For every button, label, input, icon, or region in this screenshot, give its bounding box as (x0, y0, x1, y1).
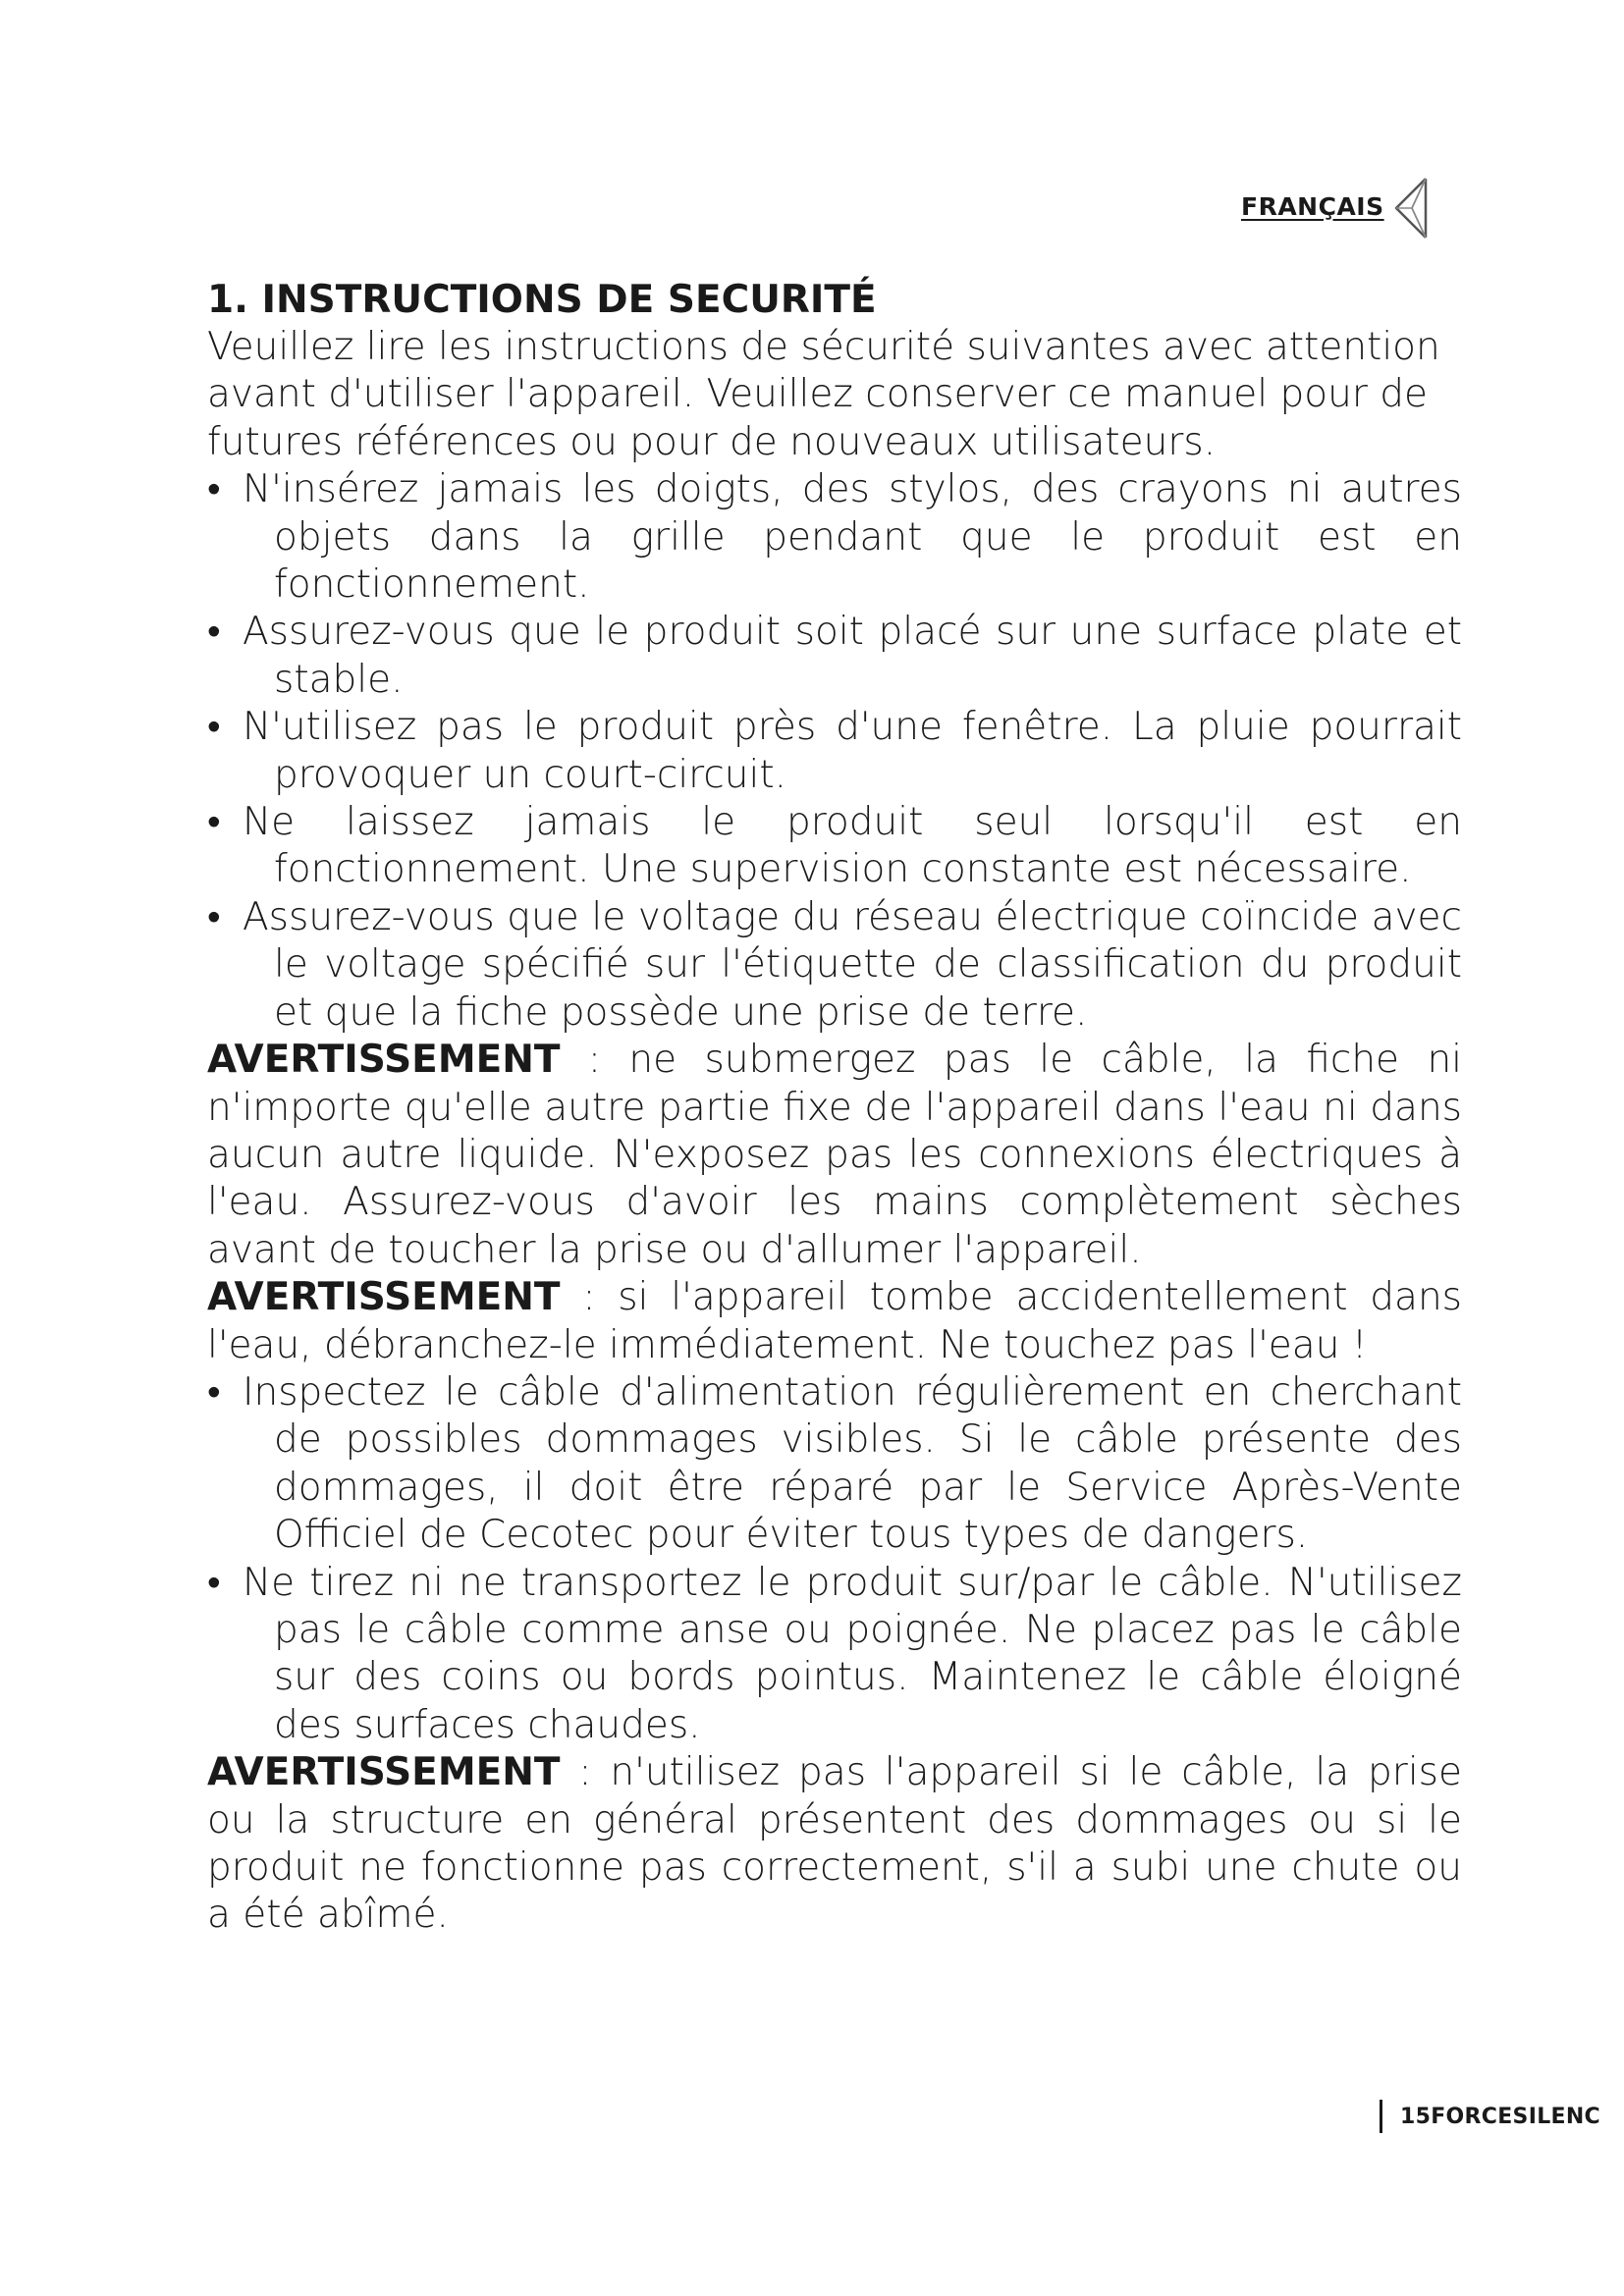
list-item: • N'utilisez pas le produit près d'une fenêtre. La pluie pourrait provoquer un court-circuit. (207, 704, 1462, 799)
warning-text: : si l'appareil tombe accidentellement dans l'eau, débranchez-le immédiatement. Ne touchez pas l'eau ! (207, 1275, 1462, 1367)
list-item: • Ne tirez ni ne transportez le produit sur/par le câble. N'utilisez pas le câble comme anse ou poignée. Ne placez pas le câble sur des coins ou bords pointus. Maintenez le câble éloigné des surfaces chaudes. (207, 1560, 1462, 1750)
warning-label: AVERTISSEMENT (207, 1750, 561, 1795)
warning-text: : n'utilisez pas l'appareil si le câble, la prise ou la structure en général présentent des dommages ou si le produit ne fonctionne pas correctement, s'il a subi une chute ou a été abîmé. (207, 1750, 1462, 1938)
list-item: • Ne laissez jamais le produit seul lorsqu'il est en fonctionnement. Une supervision constante est nécessaire. (207, 799, 1462, 894)
warning-paragraph (207, 1037, 1462, 1274)
list-item: • Assurez-vous que le voltage du réseau électrique coïncide avec le voltage spécifié sur l'étiquette de classification du produit et que la fiche possède une prise de terre. (207, 894, 1462, 1037)
page-number: 15FORCESILENC (1400, 2104, 1600, 2129)
triangle-arrow-icon (1390, 175, 1430, 241)
list-item: • Inspectez le câble d'alimentation régulièrement en cherchant de possibles dommages visibles. Si le câble présente des dommages, il doit être réparé par le Service Après-Vente Officiel de Cecotec pour éviter tous types de dangers. (207, 1369, 1462, 1560)
language-label: FRANÇAIS (1241, 192, 1384, 221)
warning-paragraph (207, 1749, 1462, 1940)
warning-label: AVERTISSEMENT (207, 1275, 561, 1320)
page-footer (1380, 2100, 1600, 2133)
warning-paragraph (207, 1274, 1462, 1369)
intro-paragraph: Veuillez lire les instructions de sécurité suivantes avec attention avant d'utiliser l'appareil. Veuillez conserver ce manuel pour de futures références ou pour de nouveaux utilisateurs. (207, 325, 1440, 464)
warning-text: : ne submergez pas le câble, la fiche ni n'importe qu'elle autre partie fixe de l'appareil dans l'eau ni dans aucun autre liquide. N'exposez pas les connexions électriques à l'eau. Assurez-vous d'avoir les mains complètement sèches avant de toucher la prise ou d'allumer l'appareil. (207, 1038, 1462, 1272)
bullet-list (207, 466, 1462, 1037)
list-item: • Assurez-vous que le produit soit placé sur une surface plate et stable. (207, 609, 1462, 704)
warning-label: AVERTISSEMENT (207, 1038, 561, 1083)
footer-divider (1380, 2100, 1382, 2133)
safety-section (207, 277, 1462, 1940)
section-title: 1. INSTRUCTIONS DE SECURITÉ (207, 278, 877, 322)
list-item: • N'insérez jamais les doigts, des stylos, des crayons ni autres objets dans la grille pendant que le produit est en fonctionnement. (207, 466, 1462, 609)
bullet-list (207, 1369, 1462, 1749)
